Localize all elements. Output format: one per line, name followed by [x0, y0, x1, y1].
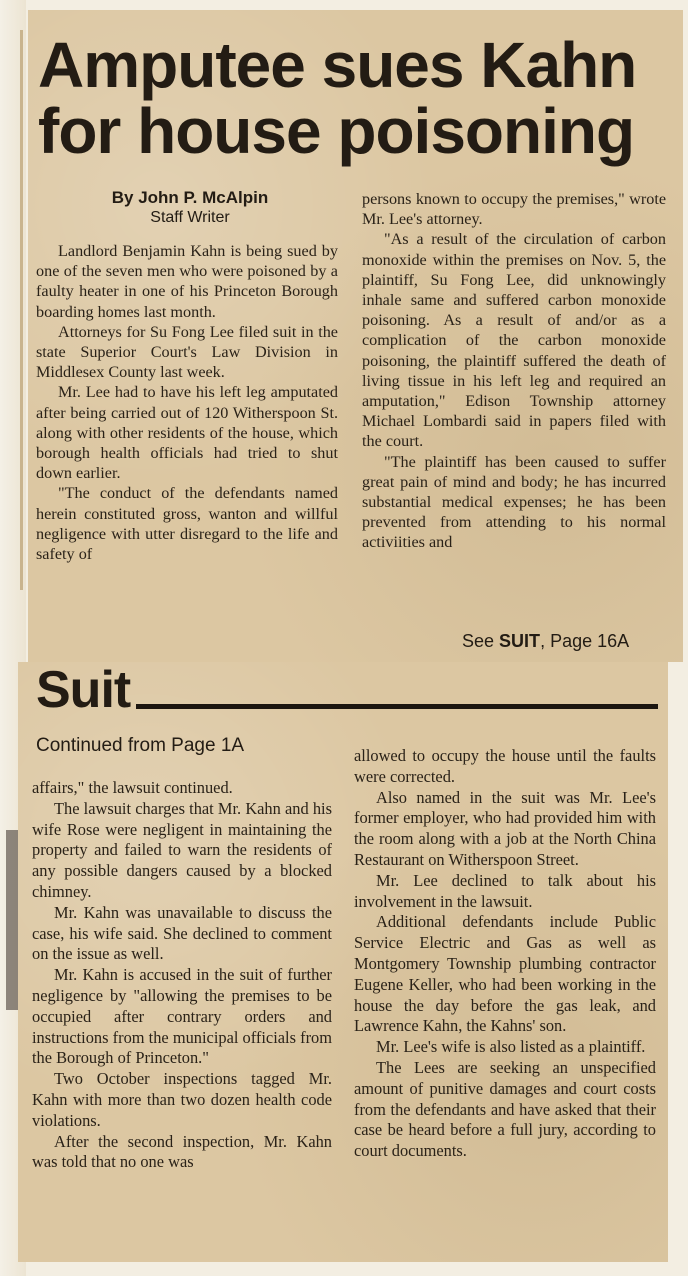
heading-rule [136, 704, 658, 709]
byline-role: Staff Writer [150, 209, 230, 226]
continuation-column-1 [32, 778, 332, 1173]
paragraph: The Lees are seeking an unspecified amount of punitive damages and court costs from the defendants and have asked that their case be heard before a full jury, according to court documents. [354, 1057, 656, 1161]
paragraph: Mr. Lee had to have his left leg amputated after being carried out of 120 Witherspoon St. along with other residents of the house, which borough health officials had tried to shut down earlier. [36, 383, 338, 483]
paragraph: allowed to occupy the house until the faults were corrected. [354, 746, 656, 786]
paragraph: Also named in the suit was Mr. Lee's former employer, who had provided him with the room along with a job at the North China Restaurant on Witherspoon Street. [354, 787, 656, 869]
paragraph: Mr. Lee's wife is also listed as a plaintiff. [376, 1037, 646, 1057]
article-column-2 [362, 189, 666, 553]
paragraph: Landlord Benjamin Kahn is being sued by one of the seven men who were poisoned by a faulty heater in one of his Princeton Borough boarding homes last month. [36, 242, 338, 321]
paragraph: Mr. Lee declined to talk about his involvement in the lawsuit. [354, 870, 656, 911]
paragraph: "As a result of the circulation of carbon monoxide within the premises on Nov. 5, the plaintiff, Su Fong Lee, did unknowingly inhale same and suffered carbon monoxide poisoning. As a result of and/or as a complication of the carbon monoxide poisoning, the plaintiff suffered the death of living tissue in his left leg and required an amputation," Edison Township attorney Michael Lombardi said in papers filed with the court. [362, 230, 666, 451]
continuation-column-2 [354, 746, 656, 1162]
jump-prefix: See [462, 631, 495, 651]
paragraph: affairs," the lawsuit continued. [32, 778, 233, 797]
headline-line-1: Amputee sues Kahn [38, 29, 637, 101]
headline-line-2: for house poisoning [38, 95, 635, 167]
paragraph: Mr. Kahn is accused in the suit of further negligence by "allowing the premises to be occupied after contrary orders and instructions from the municipal officials from the Borough of Princeton." [32, 965, 332, 1068]
jump-page: , Page 16A [540, 631, 630, 651]
byline-author: By John P. McAlpin [111, 188, 269, 207]
byline [60, 188, 320, 228]
scan-artifact [20, 30, 23, 590]
continuation-heading: Suit [36, 661, 131, 719]
article-column-1 [36, 241, 338, 564]
paragraph: Mr. Kahn was unavailable to discuss the case, his wife said. She declined to comment on the issue as well. [32, 902, 332, 964]
paragraph: The lawsuit charges that Mr. Kahn and his wife Rose were negligent in maintaining the property and failed to warn the residents of any possible dangers caused by a blocked chimney. [32, 798, 332, 901]
jump-keyword: SUIT [499, 631, 541, 651]
paragraph: "The plaintiff has been caused to suffer great pain of mind and body; he has incurred substantial medical expenses; he has been prevented from attending to his normal activiities and [362, 452, 666, 552]
jump-line [462, 630, 629, 652]
paragraph: Additional defendants include Public Service Electric and Gas as well as Montgomery Township plumbing contractor Eugene Keller, who had been working in the house the day before the gas leak, and Lawrence Kahn, the Kahns' son. [354, 912, 656, 1036]
paragraph: After the second inspection, Mr. Kahn was told that no one was [32, 1131, 332, 1172]
paragraph: "The conduct of the defendants named herein constituted gross, wanton and willful negligence with utter disregard to the life and safety of [36, 484, 338, 564]
paragraph: persons known to occupy the premises," wrote Mr. Lee's attorney. [362, 190, 666, 229]
paragraph: Two October inspections tagged Mr. Kahn with more than two dozen health code violations. [32, 1069, 332, 1130]
paragraph: Attorneys for Su Fong Lee filed suit in the state Superior Court's Law Division in Middlesex County last week. [36, 322, 338, 382]
continued-from: Continued from Page 1A [36, 735, 245, 756]
